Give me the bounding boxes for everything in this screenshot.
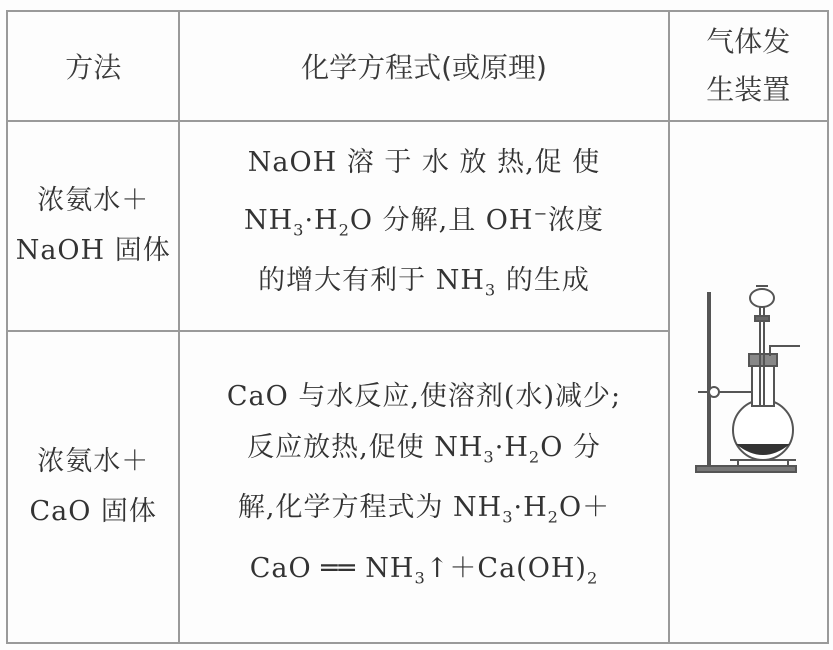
subscript: 3 [483, 447, 495, 467]
principle-cell [179, 121, 668, 331]
principle-line: NaOH 溶 于 水 放 热,促 使 [247, 146, 601, 178]
text: ·H [494, 431, 529, 463]
principle-line [180, 482, 667, 542]
text: ↑＋Ca(OH) [425, 552, 587, 584]
subscript: 2 [338, 220, 350, 239]
text: ·H [304, 204, 339, 236]
method-cell [7, 121, 179, 331]
header-method: 方法 [7, 11, 179, 121]
text: CaO ══ NH [249, 552, 415, 584]
principle-line: CaO 与水反应,使溶剂(水)减少; [226, 380, 622, 412]
text: O＋ [558, 492, 611, 524]
superscript: − [533, 203, 549, 223]
subscript: 3 [502, 507, 514, 527]
method-line: 浓氨水＋ [37, 446, 150, 477]
header-apparatus [669, 11, 828, 121]
text: ·H [513, 492, 548, 524]
text: 浓度 [548, 204, 605, 236]
subscript: 2 [586, 568, 599, 588]
subscript: 3 [414, 568, 426, 588]
subscript: 3 [293, 220, 305, 239]
ammonia-methods-table [6, 10, 829, 644]
text: 解,化学方程式为 NH [237, 492, 503, 524]
text: O 分 [540, 431, 601, 463]
text: O 分解,且 OH [349, 204, 534, 236]
subscript: 3 [484, 280, 497, 300]
apparatus-cell [669, 121, 828, 643]
method-line: CaO 固体 [29, 496, 157, 527]
table-row [7, 121, 828, 331]
principle-cell [179, 331, 668, 643]
header-apparatus-line1: 气体发 [706, 25, 791, 58]
text: 反应放热,促使 NH [247, 431, 484, 463]
principle-line [180, 255, 667, 315]
header-apparatus-line2: 生装置 [706, 73, 791, 106]
text: 的增大有利于 NH [258, 265, 485, 296]
principle-line [180, 188, 667, 255]
principle-line [180, 422, 667, 482]
method-line: NaOH 固体 [15, 235, 171, 266]
header-row [7, 11, 828, 121]
text: 的生成 [505, 265, 590, 296]
method-cell [7, 331, 179, 643]
header-principle: 化学方程式(或原理) [179, 11, 668, 121]
method-line: 浓氨水＋ [37, 185, 150, 216]
subscript: 2 [547, 507, 559, 527]
subscript: 2 [528, 447, 541, 467]
text: NH [243, 204, 294, 236]
gas-generation-apparatus-icon [688, 282, 808, 482]
principle-line [180, 543, 667, 603]
